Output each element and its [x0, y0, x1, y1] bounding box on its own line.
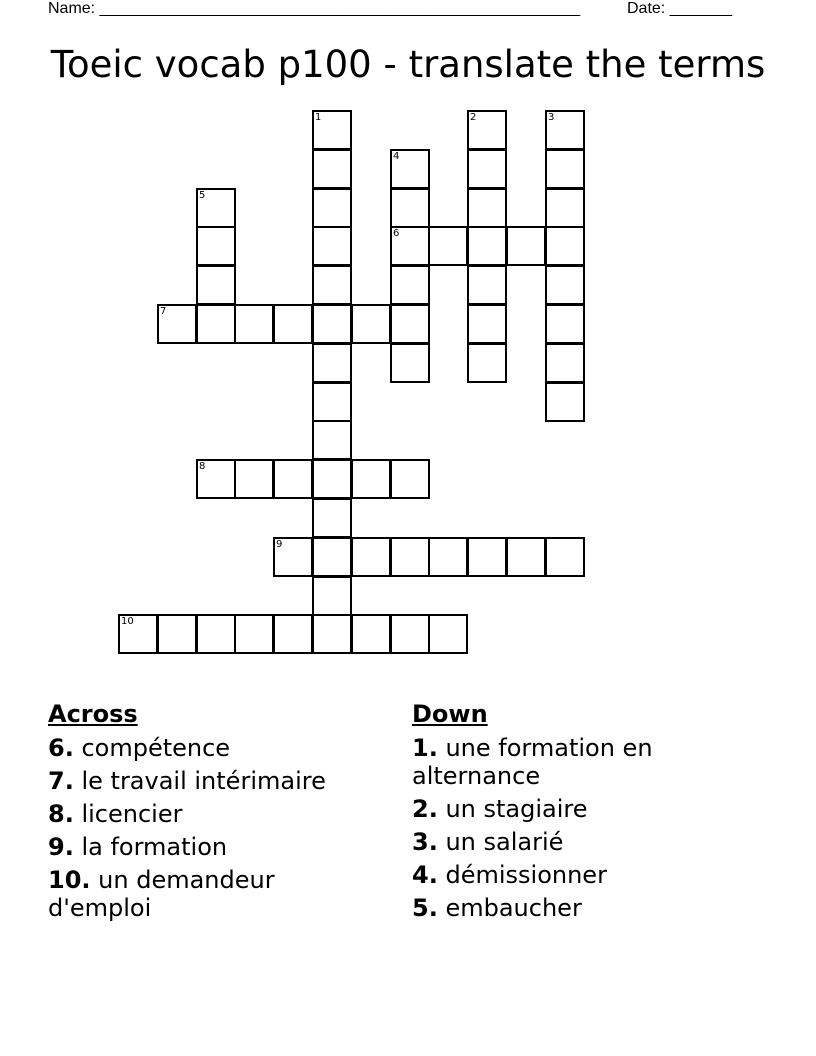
- crossword-cell[interactable]: [390, 304, 430, 344]
- crossword-cell[interactable]: [390, 459, 430, 499]
- clue-number: 3.: [412, 828, 438, 856]
- clue-text: la formation: [81, 833, 228, 861]
- clue-number: 5.: [412, 894, 438, 922]
- crossword-cell[interactable]: [467, 226, 507, 266]
- crossword-cell[interactable]: [312, 459, 352, 499]
- crossword-cell[interactable]: [545, 537, 585, 577]
- crossword-cell[interactable]: [467, 110, 507, 150]
- crossword-cell[interactable]: [467, 149, 507, 189]
- clue-number: 8.: [48, 800, 74, 828]
- crossword-cell[interactable]: [428, 614, 468, 654]
- crossword-cell[interactable]: [273, 304, 313, 344]
- clue-number: 4.: [412, 861, 438, 889]
- crossword-cell[interactable]: [273, 614, 313, 654]
- crossword-cell[interactable]: [312, 537, 352, 577]
- crossword-cell[interactable]: [312, 382, 352, 422]
- crossword-cell[interactable]: [312, 304, 352, 344]
- down-clue: [412, 795, 772, 823]
- clue-number: 6.: [48, 734, 74, 762]
- crossword-cell[interactable]: [351, 537, 391, 577]
- clue-text: embaucher: [445, 894, 582, 922]
- across-clue: [48, 833, 368, 861]
- crossword-cell[interactable]: [390, 614, 430, 654]
- name-field-label: Name: ______________________________________________________: [48, 0, 581, 17]
- crossword-cell[interactable]: [428, 537, 468, 577]
- crossword-cell[interactable]: [506, 226, 546, 266]
- crossword-cell[interactable]: [545, 149, 585, 189]
- cell-number: 4: [393, 151, 400, 162]
- down-clue: [412, 828, 772, 856]
- cell-number: 2: [470, 112, 477, 123]
- crossword-cell[interactable]: [390, 226, 430, 266]
- down-clue: [412, 894, 772, 922]
- crossword-cell[interactable]: [312, 149, 352, 189]
- clue-text: licencier: [81, 800, 183, 828]
- crossword-cell[interactable]: [545, 226, 585, 266]
- crossword-cell[interactable]: [312, 614, 352, 654]
- clue-number: 7.: [48, 767, 74, 795]
- crossword-cell[interactable]: [234, 459, 274, 499]
- crossword-cell[interactable]: [545, 110, 585, 150]
- page-title: Toeic vocab p100 - translate the terms: [50, 43, 766, 86]
- cell-number: 3: [548, 112, 555, 123]
- crossword-cell[interactable]: [428, 226, 468, 266]
- clue-number: 2.: [412, 795, 438, 823]
- cell-number: 10: [121, 616, 134, 627]
- clue-number: 10.: [48, 866, 91, 894]
- down-clues: [412, 700, 772, 927]
- crossword-cell[interactable]: [312, 110, 352, 150]
- clue-text: un demandeur d'emploi: [48, 866, 275, 922]
- crossword-cell[interactable]: [196, 304, 236, 344]
- across-clue: [48, 734, 368, 762]
- crossword-cell[interactable]: [273, 459, 313, 499]
- crossword-cell[interactable]: [467, 188, 507, 228]
- crossword-cell[interactable]: [273, 537, 313, 577]
- crossword-cell[interactable]: [390, 265, 430, 305]
- crossword-cell[interactable]: [390, 149, 430, 189]
- crossword-cell[interactable]: [196, 265, 236, 305]
- crossword-cell[interactable]: [312, 265, 352, 305]
- across-heading: Across: [48, 700, 138, 728]
- across-clue: [48, 767, 368, 795]
- cell-number: 5: [199, 190, 206, 201]
- across-clue: [48, 800, 368, 828]
- clue-text: une formation en alternance: [412, 734, 653, 790]
- crossword-cell[interactable]: [390, 343, 430, 383]
- crossword-cell[interactable]: [118, 614, 158, 654]
- crossword-cell[interactable]: [234, 614, 274, 654]
- crossword-cell[interactable]: [157, 614, 197, 654]
- clue-number: 1.: [412, 734, 438, 762]
- down-clue: [412, 734, 772, 790]
- crossword-cell[interactable]: [196, 614, 236, 654]
- crossword-cell[interactable]: [351, 304, 391, 344]
- down-heading: Down: [412, 700, 488, 728]
- crossword-cell[interactable]: [506, 537, 546, 577]
- crossword-cell[interactable]: [196, 459, 236, 499]
- crossword-cell[interactable]: [234, 304, 274, 344]
- crossword-cell[interactable]: [545, 343, 585, 383]
- crossword-cell[interactable]: [351, 614, 391, 654]
- crossword-cell[interactable]: [312, 188, 352, 228]
- crossword-cell[interactable]: [312, 576, 352, 616]
- clue-text: un stagiaire: [445, 795, 588, 823]
- cell-number: 9: [276, 539, 283, 550]
- crossword-cell[interactable]: [467, 265, 507, 305]
- crossword-cell[interactable]: [390, 537, 430, 577]
- clue-text: un salarié: [445, 828, 564, 856]
- cell-number: 1: [315, 112, 322, 123]
- crossword-cell[interactable]: [312, 420, 352, 460]
- crossword-cell[interactable]: [545, 265, 585, 305]
- crossword-cell[interactable]: [312, 498, 352, 538]
- crossword-cell[interactable]: [467, 537, 507, 577]
- crossword-cell[interactable]: [196, 188, 236, 228]
- clue-text: le travail intérimaire: [81, 767, 326, 795]
- crossword-cell[interactable]: [545, 382, 585, 422]
- date-field-label: Date: _______: [627, 0, 732, 17]
- clue-text: démissionner: [445, 861, 607, 889]
- crossword-cell[interactable]: [312, 343, 352, 383]
- across-clues: [48, 700, 368, 927]
- crossword-cell[interactable]: [545, 188, 585, 228]
- cell-number: 6: [393, 228, 400, 239]
- clue-number: 9.: [48, 833, 74, 861]
- crossword-cell[interactable]: [196, 226, 236, 266]
- crossword-cell[interactable]: [157, 304, 197, 344]
- crossword-cell[interactable]: [467, 343, 507, 383]
- crossword-cell[interactable]: [312, 226, 352, 266]
- crossword-cell[interactable]: [351, 459, 391, 499]
- cell-number: 7: [160, 306, 167, 317]
- crossword-cell[interactable]: [390, 188, 430, 228]
- cell-number: 8: [199, 461, 206, 472]
- across-clue: [48, 866, 368, 922]
- down-clue: [412, 861, 772, 889]
- clue-text: compétence: [81, 734, 231, 762]
- crossword-cell[interactable]: [467, 304, 507, 344]
- crossword-cell[interactable]: [545, 304, 585, 344]
